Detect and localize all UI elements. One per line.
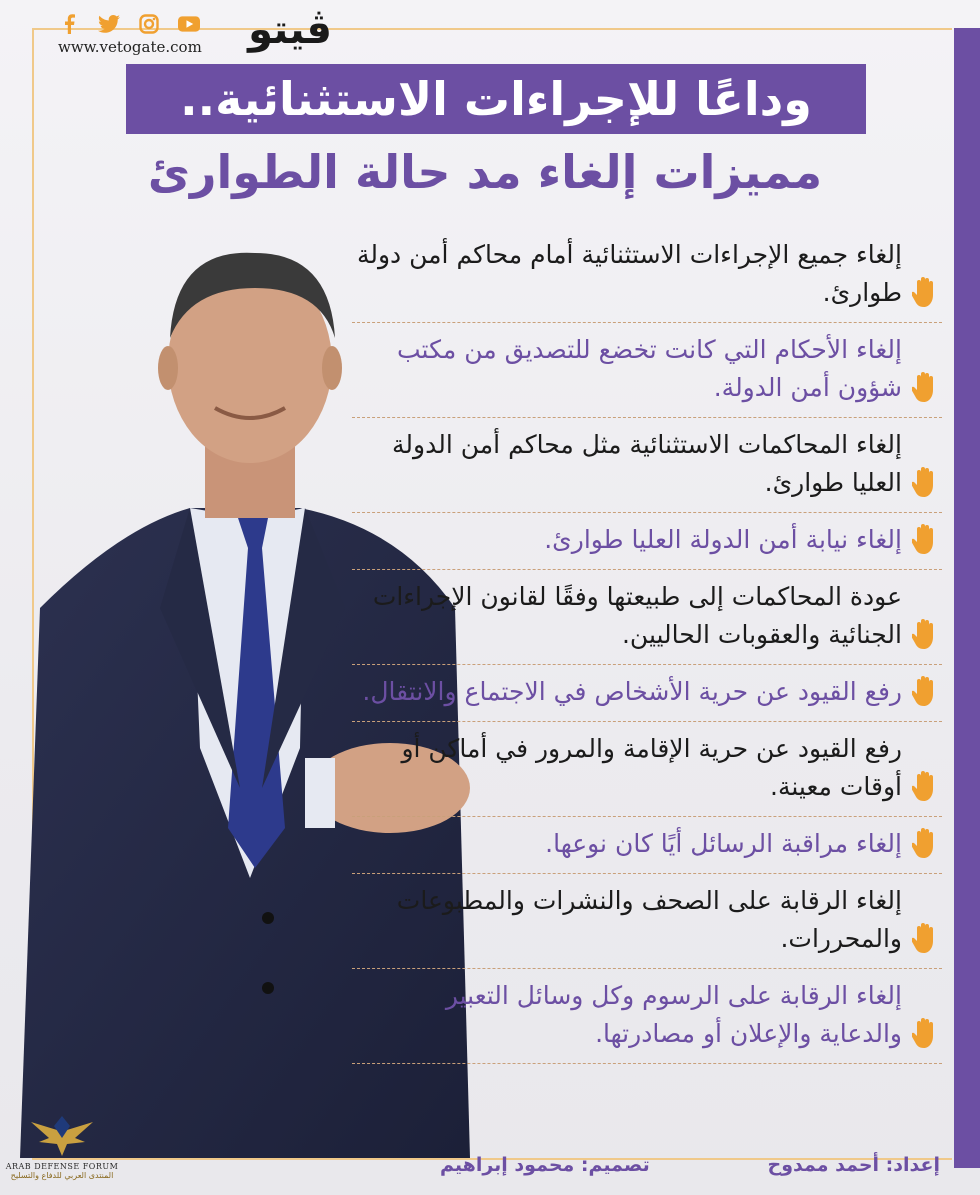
item-text: عودة المحاكمات إلى طبيعتها وفقًا لقانون الإجراءات الجنائية والعقوبات الحاليين. — [372, 582, 902, 649]
forum-watermark — [4, 1112, 120, 1192]
item-text: إلغاء مراقبة الرسائل أيًا كان نوعها. — [545, 829, 902, 858]
vetogate-logo[interactable] — [222, 2, 332, 58]
benefits-list — [352, 228, 942, 1064]
logo-text: ڤيتو — [248, 7, 332, 53]
list-item — [352, 665, 942, 722]
list-item — [352, 722, 942, 817]
list-item — [352, 513, 942, 570]
forum-subtitle: المنتدى العربي للدفاع والتسليح — [10, 1171, 114, 1180]
prepared-by: إعداد: أحمد ممدوح — [767, 1154, 940, 1176]
forum-name: ARAB DEFENSE FORUM — [5, 1162, 119, 1171]
hand-icon — [912, 827, 938, 859]
credits — [380, 1148, 940, 1182]
social-icons — [58, 14, 200, 34]
hand-icon — [912, 770, 938, 802]
eagle-icon — [27, 1112, 97, 1158]
headline-primary: وداعًا للإجراءات الاستثنائية.. — [126, 64, 866, 134]
header-bar — [0, 0, 980, 62]
list-item — [352, 969, 942, 1064]
right-stripe — [954, 28, 980, 1168]
youtube-icon[interactable] — [178, 14, 200, 34]
item-text: إلغاء جميع الإجراءات الاستثنائية أمام محاكم أمن دولة طوارئ. — [356, 240, 902, 307]
hand-icon — [912, 466, 938, 498]
item-text: إلغاء المحاكمات الاستثنائية مثل محاكم أمن الدولة العليا طوارئ. — [392, 430, 902, 497]
item-text: إلغاء نيابة أمن الدولة العليا طوارئ. — [544, 525, 902, 554]
list-item — [352, 817, 942, 874]
list-item — [352, 228, 942, 323]
hand-icon — [912, 675, 938, 707]
designed-by: تصميم: محمود إبراهيم — [440, 1154, 650, 1176]
list-item — [352, 418, 942, 513]
hand-icon — [912, 618, 938, 650]
instagram-icon[interactable] — [138, 14, 160, 34]
list-item — [352, 874, 942, 969]
list-item — [352, 323, 942, 418]
facebook-icon[interactable] — [58, 14, 80, 34]
twitter-icon[interactable] — [98, 14, 120, 34]
hand-icon — [912, 276, 938, 308]
item-text: رفع القيود عن حرية الإقامة والمرور في أماكن أو أوقات معينة. — [401, 734, 902, 801]
website-url[interactable]: www.vetogate.com — [58, 38, 202, 56]
item-text: إلغاء الأحكام التي كانت تخضع للتصديق من مكتب شؤون أمن الدولة. — [397, 335, 902, 402]
list-item — [352, 570, 942, 665]
item-text: رفع القيود عن حرية الأشخاص في الاجتماع والانتقال. — [362, 677, 902, 706]
item-text: إلغاء الرقابة على الصحف والنشرات والمطبوعات والمحررات. — [396, 886, 902, 953]
hand-icon — [912, 1017, 938, 1049]
item-text: إلغاء الرقابة على الرسوم وكل وسائل التعبير والدعاية والإعلان أو مصادرتها. — [445, 981, 902, 1048]
headline-secondary: مميزات إلغاء مد حالة الطوارئ — [147, 145, 823, 199]
hand-icon — [912, 922, 938, 954]
hand-icon — [912, 371, 938, 403]
hand-icon — [912, 523, 938, 555]
